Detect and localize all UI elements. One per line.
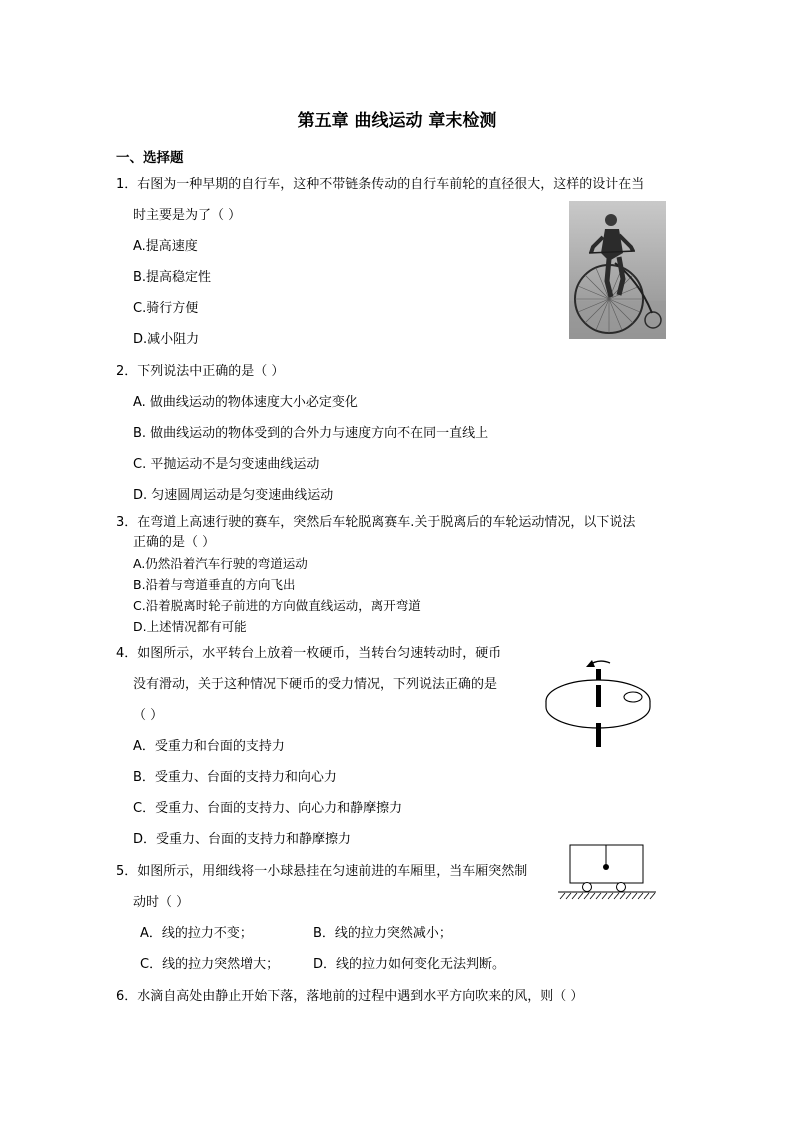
q5-option-b: B．线的拉力突然减小； [313, 926, 452, 941]
q3-stem-line1: 3．在弯道上高速行驶的赛车，突然后车轮脱离赛车.关于脱离后的车轮运动情况，以下说法 [116, 515, 636, 530]
q6-stem-line1: 6．水滴自高处由静止开始下落，落地前的过程中遇到水平方向吹来的风，则（ ） [116, 989, 584, 1004]
q5-option-c: C．线的拉力突然增大； [140, 957, 280, 972]
q4-option-a: A．受重力和台面的支持力 [133, 739, 285, 754]
q4-stem-line1: 4．如图所示，水平转台上放着一枚硬币，当转台匀速转动时，硬币 [116, 646, 502, 661]
q1-stem-line1: 1．右图为一种早期的自行车，这种不带链条传动的自行车前轮的直径很大，这样的设计在当 [116, 177, 645, 192]
page-title: 第五章 曲线运动 章末检测 [297, 111, 497, 131]
q2-option-d: D. 匀速圆周运动是匀变速曲线运动 [133, 488, 334, 503]
q2-option-c: C. 平抛运动不是匀变速曲线运动 [133, 457, 320, 472]
q2-option-a: A. 做曲线运动的物体速度大小必定变化 [133, 395, 358, 410]
turntable-diagram [540, 655, 660, 750]
q4-option-b: B．受重力、台面的支持力和向心力 [133, 770, 337, 785]
q4-stem-line2: 没有滑动，关于这种情况下硬币的受力情况，下列说法正确的是 [133, 677, 498, 692]
q1-option-c: C.骑行方便 [133, 301, 199, 316]
q3-stem-line2: 正确的是（ ） [133, 535, 216, 550]
q2-stem: 2．下列说法中正确的是（ ） [116, 364, 285, 379]
q4-stem-line3: （ ） [133, 708, 164, 723]
q5-option-a: A．线的拉力不变； [140, 926, 253, 941]
q1-option-b: B.提高稳定性 [133, 270, 212, 285]
q4-option-d: D．受重力、台面的支持力和静摩擦力 [133, 832, 352, 847]
q3-option-b: B.沿着与弯道垂直的方向飞出 [133, 577, 296, 592]
q5-option-d: D．线的拉力如何变化无法判断。 [313, 957, 506, 972]
q1-stem-line2: 时主要是为了（ ） [133, 208, 242, 223]
q3-option-c: C.沿着脱离时轮子前进的方向做直线运动，离开弯道 [133, 598, 421, 613]
q2-option-b: B. 做曲线运动的物体受到的合外力与速度方向不在同一直线上 [133, 426, 489, 441]
q1-option-a: A.提高速度 [133, 239, 198, 254]
q1-option-d: D.减小阻力 [133, 332, 200, 347]
q5-stem-line1: 5．如图所示，用细线将一小球悬挂在匀速前进的车厢里，当车厢突然制 [116, 864, 528, 879]
q5-stem-line2: 动时（ ） [133, 895, 190, 910]
penny-farthing-photo [569, 201, 666, 339]
q4-option-c: C．受重力、台面的支持力、向心力和静摩擦力 [133, 801, 403, 816]
q3-option-a: A.仍然沿着汽车行驶的弯道运动 [133, 556, 308, 571]
train-car-diagram [556, 843, 658, 901]
section-heading: 一、选择题 [116, 150, 184, 166]
q3-option-d: D.上述情况都有可能 [133, 619, 247, 634]
